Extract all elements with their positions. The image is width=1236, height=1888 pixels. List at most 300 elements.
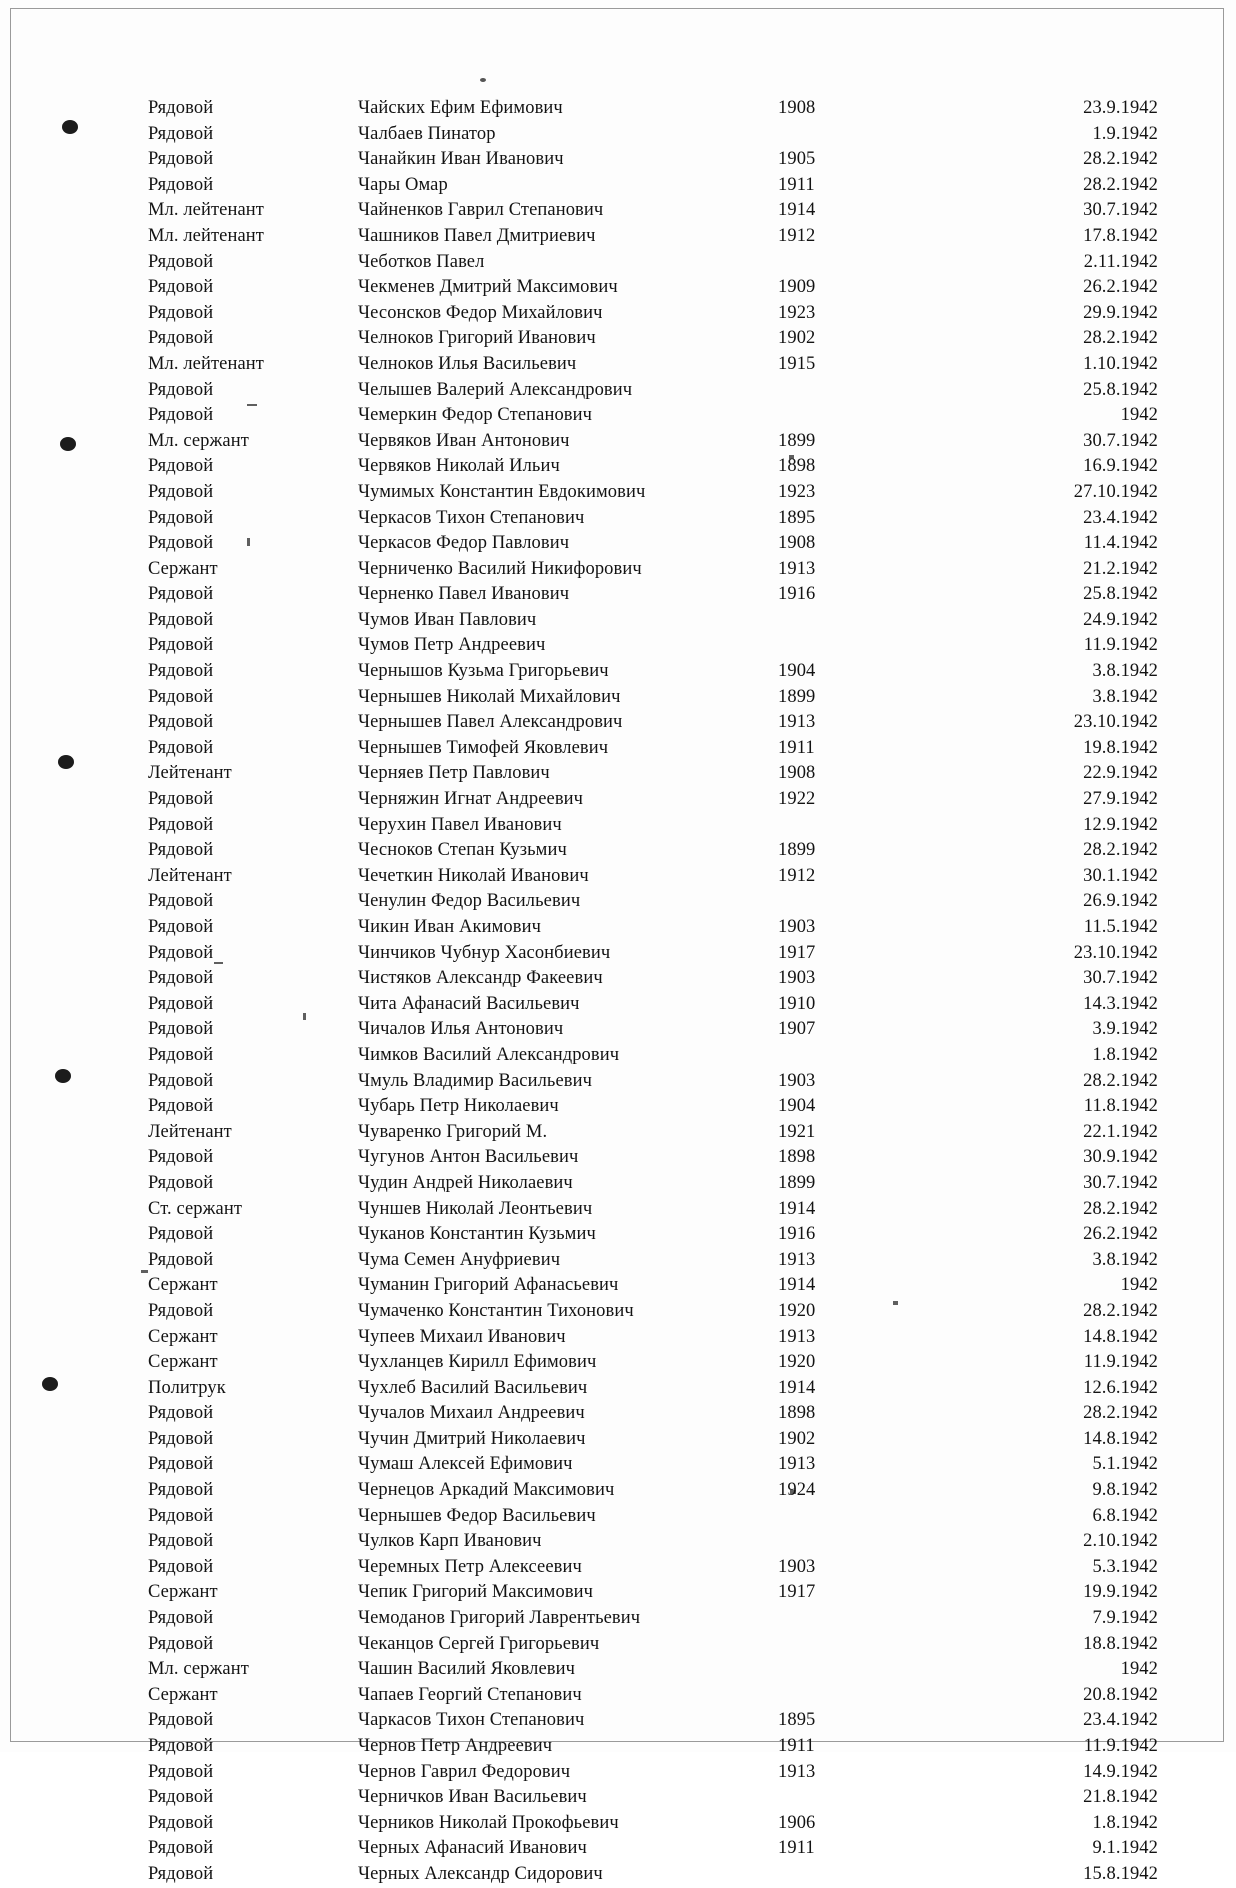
cell-rank: Рядовой [148, 1249, 214, 1270]
cell-date: 19.9.1942 [1083, 1582, 1158, 1603]
cell-birth-year [778, 1504, 928, 1530]
table-row [148, 659, 1158, 685]
cell-date: 26.2.1942 [1083, 1224, 1158, 1245]
cell-full-name: Челышев Валерий Александрович [358, 379, 633, 400]
cell-rank: Рядовой [148, 712, 214, 733]
cell-full-name: Черниченко Василий Никифорович [358, 558, 642, 579]
cell-date: 23.10.1942 [1073, 712, 1158, 733]
cell-birth-year [778, 1683, 928, 1709]
cell-date: 21.8.1942 [1083, 1787, 1158, 1808]
cell-birth-year: 1908 [778, 533, 816, 554]
cell-rank: Рядовой [148, 1863, 214, 1884]
cell-date: 12.9.1942 [1083, 814, 1158, 835]
cell-birth-year: 1914 [778, 1275, 816, 1296]
cell-date: 1.10.1942 [1083, 353, 1158, 374]
cell-birth-year: 1917 [778, 1582, 816, 1603]
cell-birth-year: 1906 [778, 1812, 816, 1833]
cell-full-name: Чашин Василий Яковлевич [358, 1659, 576, 1680]
table-row [148, 582, 1158, 608]
cell-date: 25.8.1942 [1083, 379, 1158, 400]
table-row [148, 966, 1158, 992]
cell-date: 27.10.1942 [1073, 481, 1158, 502]
cell-full-name: Черемных Петр Алексеевич [358, 1556, 582, 1577]
table-row [148, 1017, 1158, 1043]
table-row [148, 1683, 1158, 1709]
cell-rank: Рядовой [148, 1454, 214, 1475]
cell-full-name: Чулков Карп Иванович [358, 1531, 542, 1552]
cell-date: 11.5.1942 [1083, 917, 1158, 937]
table-row [148, 710, 1158, 736]
cell-date: 28.2.1942 [1083, 840, 1158, 861]
cell-birth-year: 1914 [778, 1198, 816, 1219]
cell-date: 30.7.1942 [1083, 1172, 1158, 1193]
cell-rank: Рядовой [148, 277, 214, 298]
cell-rank: Рядовой [148, 1096, 214, 1117]
cell-date: 16.9.1942 [1083, 456, 1158, 477]
cell-date: 30.9.1942 [1083, 1147, 1158, 1168]
table-row [148, 275, 1158, 301]
cell-date: 22.1.1942 [1083, 1121, 1158, 1142]
cell-full-name: Чита Афанасий Васильевич [358, 993, 580, 1014]
cell-rank: Рядовой [148, 1428, 214, 1449]
cell-date: 3.9.1942 [1092, 1019, 1158, 1040]
cell-birth-year: 1898 [778, 1403, 816, 1424]
records-table [148, 96, 1158, 1888]
cell-rank: Сержант [148, 1684, 218, 1705]
cell-full-name: Черкасов Федор Павлович [358, 533, 570, 554]
cell-full-name: Чернышев Федор Васильевич [358, 1505, 596, 1526]
cell-full-name: Чмуль Владимир Васильевич [358, 1070, 593, 1091]
cell-rank: Рядовой [148, 1787, 214, 1808]
cell-rank: Рядовой [148, 1172, 214, 1193]
table-row [148, 1222, 1158, 1248]
cell-rank: Рядовой [148, 1761, 214, 1782]
cell-rank: Рядовой [148, 1019, 214, 1040]
cell-rank: Мл. сержант [148, 430, 249, 451]
cell-rank: Рядовой [148, 1736, 214, 1756]
cell-date: 26.2.1942 [1083, 277, 1158, 298]
cell-rank: Рядовой [148, 328, 214, 349]
cell-full-name: Чумаченко Константин Тихонович [358, 1300, 634, 1321]
cell-rank: Рядовой [148, 1531, 214, 1552]
table-row [148, 1555, 1158, 1581]
cell-rank: Лейтенант [148, 1121, 232, 1142]
cell-date: 28.2.1942 [1083, 1198, 1158, 1219]
cell-date: 23.4.1942 [1083, 507, 1158, 528]
cell-rank: Рядовой [148, 533, 214, 554]
cell-date: 30.1.1942 [1083, 865, 1158, 886]
cell-birth-year: 1911 [778, 1838, 815, 1859]
table-row [148, 1248, 1158, 1274]
cell-birth-year: 1913 [778, 558, 816, 579]
cell-date: 5.3.1942 [1092, 1556, 1158, 1577]
cell-rank: Лейтенант [148, 865, 232, 886]
cell-full-name: Чернов Петр Андреевич [358, 1736, 553, 1756]
table-row [148, 1785, 1158, 1811]
cell-birth-year: 1923 [778, 302, 816, 323]
cell-rank: Рядовой [148, 737, 214, 758]
cell-rank: Рядовой [148, 456, 214, 477]
cell-full-name: Чемеркин Федор Степанович [358, 405, 593, 426]
cell-rank: Рядовой [148, 405, 214, 426]
cell-rank: Политрук [148, 1377, 226, 1398]
cell-rank: Рядовой [148, 993, 214, 1014]
table-row [148, 1862, 1158, 1888]
cell-date: 9.8.1942 [1092, 1480, 1158, 1501]
cell-birth-year [778, 122, 928, 148]
cell-birth-year [778, 1632, 928, 1658]
cell-birth-year [778, 608, 928, 634]
cell-birth-year: 1913 [778, 1249, 816, 1270]
table-row [148, 1427, 1158, 1453]
cell-birth-year: 1921 [778, 1121, 816, 1142]
cell-full-name: Чернышев Николай Михайлович [358, 686, 621, 707]
cell-rank: Мл. лейтенант [148, 200, 264, 221]
table-row [148, 1145, 1158, 1171]
cell-date: 1942 [1120, 405, 1158, 426]
cell-date: 9.1.1942 [1092, 1838, 1158, 1859]
cell-date: 2.10.1942 [1083, 1531, 1158, 1552]
cell-date: 1.9.1942 [1092, 123, 1158, 144]
table-row [148, 889, 1158, 915]
table-row [148, 1401, 1158, 1427]
cell-rank: Рядовой [148, 302, 214, 323]
cell-full-name: Чупеев Михаил Иванович [358, 1326, 566, 1347]
cell-date: 14.8.1942 [1083, 1326, 1158, 1347]
cell-birth-year [778, 403, 928, 429]
cell-rank: Рядовой [148, 942, 214, 963]
cell-birth-year: 1911 [778, 174, 815, 195]
cell-date: 28.2.1942 [1083, 174, 1158, 195]
cell-birth-year: 1903 [778, 968, 816, 989]
table-row [148, 941, 1158, 967]
cell-rank: Рядовой [148, 789, 214, 810]
cell-date: 11.9.1942 [1083, 1352, 1158, 1373]
cell-full-name: Чашников Павел Дмитриевич [358, 225, 596, 246]
cell-rank: Рядовой [148, 1838, 214, 1859]
cell-date: 30.7.1942 [1083, 430, 1158, 451]
cell-rank: Рядовой [148, 917, 214, 937]
table-row [148, 198, 1158, 224]
cell-rank: Ст. сержант [148, 1198, 243, 1219]
cell-full-name: Чучалов Михаил Андреевич [358, 1403, 585, 1424]
table-row [148, 173, 1158, 199]
cell-date: 14.9.1942 [1083, 1761, 1158, 1782]
cell-full-name: Чуманин Григорий Афанасьевич [358, 1275, 619, 1296]
table-row [148, 1580, 1158, 1606]
cell-birth-year: 1902 [778, 328, 816, 349]
cell-full-name: Чернецов Аркадий Максимович [358, 1480, 615, 1501]
cell-birth-year: 1905 [778, 149, 816, 170]
cell-birth-year [778, 1785, 928, 1811]
cell-date: 1942 [1120, 1659, 1158, 1680]
table-row [148, 1299, 1158, 1325]
cell-date: 23.10.1942 [1073, 942, 1158, 963]
table-row [148, 1708, 1158, 1734]
cell-birth-year: 1899 [778, 686, 816, 707]
cell-rank: Рядовой [148, 968, 214, 989]
cell-rank: Рядовой [148, 1633, 214, 1654]
cell-birth-year [778, 633, 928, 659]
cell-date: 28.2.1942 [1083, 328, 1158, 349]
cell-date: 1942 [1120, 1275, 1158, 1296]
cell-birth-year: 1924 [778, 1480, 816, 1501]
cell-full-name: Чекменев Дмитрий Максимович [358, 277, 618, 298]
cell-full-name: Чуваренко Григорий М. [358, 1121, 548, 1142]
cell-rank: Рядовой [148, 507, 214, 528]
table-row [148, 454, 1158, 480]
cell-birth-year: 1898 [778, 456, 816, 477]
table-row [148, 1376, 1158, 1402]
cell-full-name: Чичалов Илья Антонович [358, 1019, 564, 1040]
cell-birth-year [778, 250, 928, 276]
cell-birth-year: 1903 [778, 917, 816, 937]
cell-birth-year [778, 1606, 928, 1632]
cell-full-name: Чернышев Тимофей Яковлевич [358, 737, 609, 758]
cell-rank: Рядовой [148, 1608, 214, 1629]
cell-rank: Лейтенант [148, 763, 232, 784]
cell-date: 25.8.1942 [1083, 584, 1158, 605]
table-row [148, 864, 1158, 890]
cell-full-name: Чаркасов Тихон Степанович [358, 1710, 585, 1731]
cell-rank: Рядовой [148, 481, 214, 502]
cell-birth-year [778, 1043, 928, 1069]
cell-birth-year: 1907 [778, 1019, 816, 1040]
records-table-container [0, 96, 1236, 1888]
cell-birth-year: 1920 [778, 1300, 816, 1321]
cell-birth-year [778, 889, 928, 915]
cell-full-name: Чикин Иван Акимович [358, 917, 541, 937]
cell-full-name: Чучин Дмитрий Николаевич [358, 1428, 586, 1449]
table-row [148, 480, 1158, 506]
cell-date: 23.4.1942 [1083, 1710, 1158, 1731]
cell-full-name: Чума Семен Ануфриевич [358, 1249, 561, 1270]
table-row [148, 915, 1158, 941]
records-table-body [148, 96, 1158, 1888]
cell-full-name: Чернышев Павел Александрович [358, 712, 623, 733]
cell-full-name: Черничков Иван Васильевич [358, 1787, 587, 1808]
cell-birth-year: 1903 [778, 1556, 816, 1577]
cell-date: 22.9.1942 [1083, 763, 1158, 784]
cell-birth-year [778, 378, 928, 404]
cell-rank: Рядовой [148, 174, 214, 195]
cell-full-name: Чухлеб Василий Васильевич [358, 1377, 588, 1398]
cell-rank: Сержант [148, 1582, 218, 1603]
cell-full-name: Чернышов Кузьма Григорьевич [358, 661, 609, 682]
cell-rank: Рядовой [148, 1300, 214, 1321]
cell-date: 30.7.1942 [1083, 200, 1158, 221]
cell-full-name: Чумаш Алексей Ефимович [358, 1454, 573, 1475]
cell-date: 20.8.1942 [1083, 1684, 1158, 1705]
cell-date: 1.8.1942 [1092, 1044, 1158, 1065]
cell-rank: Рядовой [148, 609, 214, 630]
cell-date: 29.9.1942 [1083, 302, 1158, 323]
cell-rank: Рядовой [148, 661, 214, 682]
cell-rank: Рядовой [148, 1224, 214, 1245]
cell-date: 1.8.1942 [1092, 1812, 1158, 1833]
cell-birth-year: 1920 [778, 1352, 816, 1373]
cell-birth-year: 1914 [778, 1377, 816, 1398]
table-row [148, 1197, 1158, 1223]
cell-date: 24.9.1942 [1083, 609, 1158, 630]
cell-full-name: Чесонсков Федор Михайлович [358, 302, 603, 323]
cell-full-name: Черненко Павел Иванович [358, 584, 570, 605]
table-row [148, 1504, 1158, 1530]
table-row [148, 403, 1158, 429]
cell-full-name: Челноков Григорий Иванович [358, 328, 596, 349]
cell-full-name: Чанайкин Иван Иванович [358, 149, 564, 170]
cell-date: 28.2.1942 [1083, 149, 1158, 170]
cell-rank: Рядовой [148, 149, 214, 170]
cell-rank: Рядовой [148, 840, 214, 861]
cell-full-name: Челноков Илья Васильевич [358, 353, 577, 374]
cell-rank: Рядовой [148, 251, 214, 272]
cell-birth-year: 1912 [778, 225, 816, 246]
cell-full-name: Чесноков Степан Кузьмич [358, 840, 567, 861]
table-row [148, 1760, 1158, 1786]
cell-full-name: Черняев Петр Павлович [358, 763, 550, 784]
cell-date: 23.9.1942 [1083, 98, 1158, 118]
table-row [148, 1325, 1158, 1351]
cell-birth-year: 1915 [778, 353, 816, 374]
table-row [148, 1273, 1158, 1299]
table-row [148, 1478, 1158, 1504]
cell-birth-year: 1904 [778, 661, 816, 682]
cell-rank: Рядовой [148, 1812, 214, 1833]
table-row [148, 1452, 1158, 1478]
cell-birth-year: 1899 [778, 430, 816, 451]
table-row [148, 96, 1158, 122]
cell-date: 28.2.1942 [1083, 1300, 1158, 1321]
cell-full-name: Чуканов Константин Кузьмич [358, 1224, 596, 1245]
table-row [148, 147, 1158, 173]
cell-full-name: Чумов Иван Павлович [358, 609, 537, 630]
cell-date: 2.11.1942 [1083, 251, 1158, 272]
cell-full-name: Чумимых Константин Евдокимович [358, 481, 646, 502]
cell-full-name: Чуншев Николай Леонтьевич [358, 1198, 593, 1219]
cell-full-name: Чухланцев Кирилл Ефимович [358, 1352, 597, 1373]
cell-full-name: Чеканцов Сергей Григорьевич [358, 1633, 600, 1654]
cell-birth-year [778, 1529, 928, 1555]
cell-rank: Рядовой [148, 1147, 214, 1168]
cell-date: 3.8.1942 [1092, 661, 1158, 682]
cell-birth-year [778, 1862, 928, 1888]
table-row [148, 1120, 1158, 1146]
table-row [148, 1171, 1158, 1197]
table-row [148, 761, 1158, 787]
cell-full-name: Черухин Павел Иванович [358, 814, 562, 835]
table-row [148, 633, 1158, 659]
cell-birth-year: 1908 [778, 763, 816, 784]
table-row [148, 1043, 1158, 1069]
cell-rank: Мл. сержант [148, 1659, 249, 1680]
cell-full-name: Чайненков Гаврил Степанович [358, 200, 604, 221]
cell-rank: Рядовой [148, 1044, 214, 1065]
cell-birth-year: 1902 [778, 1428, 816, 1449]
cell-rank: Сержант [148, 1275, 218, 1296]
cell-full-name: Чубарь Петр Николаевич [358, 1096, 559, 1117]
cell-birth-year: 1904 [778, 1096, 816, 1117]
cell-birth-year: 1916 [778, 1224, 816, 1245]
cell-date: 11.9.1942 [1083, 635, 1158, 656]
cell-birth-year: 1917 [778, 942, 816, 963]
cell-rank: Рядовой [148, 1403, 214, 1424]
cell-date: 11.9.1942 [1083, 1736, 1158, 1756]
table-row [148, 352, 1158, 378]
table-row [148, 736, 1158, 762]
table-row [148, 224, 1158, 250]
cell-birth-year: 1898 [778, 1147, 816, 1168]
table-row [148, 1350, 1158, 1376]
cell-birth-year: 1913 [778, 712, 816, 733]
cell-date: 27.9.1942 [1083, 789, 1158, 810]
cell-date: 19.8.1942 [1083, 737, 1158, 758]
cell-birth-year: 1895 [778, 507, 816, 528]
cell-rank: Рядовой [148, 1480, 214, 1501]
table-row [148, 992, 1158, 1018]
table-row [148, 1657, 1158, 1683]
cell-full-name: Черников Николай Прокофьевич [358, 1812, 619, 1833]
cell-full-name: Чугунов Антон Васильевич [358, 1147, 579, 1168]
cell-rank: Рядовой [148, 1556, 214, 1577]
cell-rank: Рядовой [148, 1070, 214, 1091]
cell-full-name: Чапаев Георгий Степанович [358, 1684, 582, 1705]
cell-full-name: Чары Омар [358, 174, 448, 195]
table-row [148, 838, 1158, 864]
cell-full-name: Черкасов Тихон Степанович [358, 507, 585, 528]
cell-full-name: Чечеткин Николай Иванович [358, 865, 589, 886]
cell-date: 30.7.1942 [1083, 968, 1158, 989]
cell-birth-year: 1922 [778, 789, 816, 810]
cell-full-name: Чимков Василий Александрович [358, 1044, 620, 1065]
table-row [148, 301, 1158, 327]
cell-date: 26.9.1942 [1083, 891, 1158, 912]
cell-date: 14.3.1942 [1083, 993, 1158, 1014]
table-row [148, 1606, 1158, 1632]
cell-date: 28.2.1942 [1083, 1403, 1158, 1424]
cell-rank: Мл. лейтенант [148, 353, 264, 374]
table-row [148, 122, 1158, 148]
cell-birth-year: 1903 [778, 1070, 816, 1091]
cell-date: 3.8.1942 [1092, 686, 1158, 707]
cell-full-name: Чудин Андрей Николаевич [358, 1172, 573, 1193]
cell-rank: Рядовой [148, 379, 214, 400]
table-row [148, 685, 1158, 711]
cell-date: 6.8.1942 [1092, 1505, 1158, 1526]
cell-birth-year: 1910 [778, 993, 816, 1014]
cell-birth-year: 1911 [778, 1736, 815, 1756]
cell-birth-year: 1913 [778, 1454, 816, 1475]
cell-birth-year: 1923 [778, 481, 816, 502]
cell-birth-year: 1895 [778, 1710, 816, 1731]
cell-full-name: Червяков Николай Ильич [358, 456, 560, 477]
cell-full-name: Чинчиков Чубнур Хасонбиевич [358, 942, 611, 963]
table-row [148, 1811, 1158, 1837]
cell-birth-year: 1913 [778, 1761, 816, 1782]
cell-date: 11.8.1942 [1083, 1096, 1158, 1117]
cell-date: 28.2.1942 [1083, 1070, 1158, 1091]
cell-birth-year: 1914 [778, 200, 816, 221]
cell-rank: Рядовой [148, 814, 214, 835]
table-row [148, 608, 1158, 634]
cell-birth-year [778, 813, 928, 839]
cell-birth-year: 1912 [778, 865, 816, 886]
cell-birth-year: 1899 [778, 1172, 816, 1193]
table-row [148, 429, 1158, 455]
cell-full-name: Чайских Ефим Ефимович [358, 98, 563, 118]
cell-rank: Рядовой [148, 891, 214, 912]
cell-rank: Рядовой [148, 123, 214, 144]
